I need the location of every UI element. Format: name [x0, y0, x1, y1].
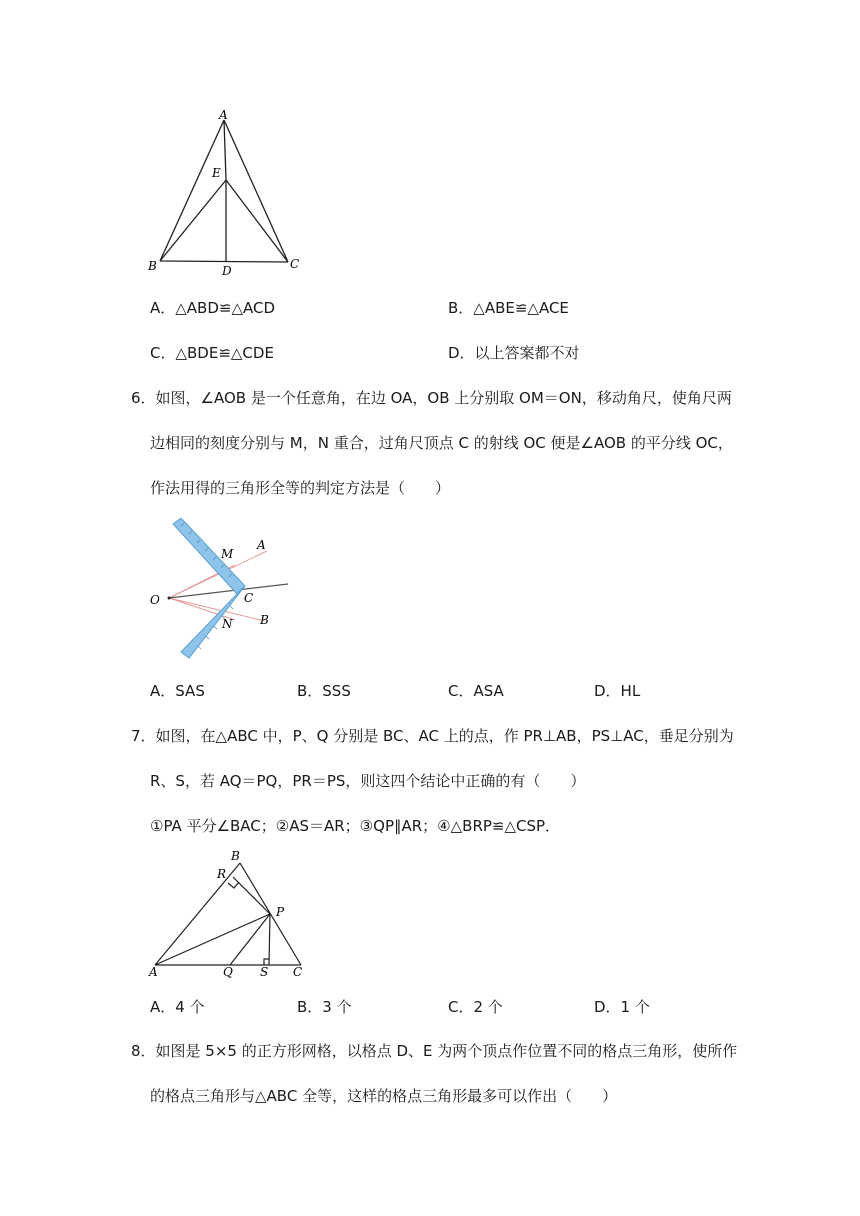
q7-stem-line-3: ①PA 平分∠BAC；②AS＝AR；③QP∥AR；④△BRP≌△CSP． — [150, 817, 561, 835]
q7-stem-line-1: 7．如图，在△ABC 中，P、Q 分别是 BC、AC 上的点，作 PR⊥AB，PS⊥AC，垂足分别为 — [131, 727, 734, 745]
q6-label-n: N — [222, 617, 233, 631]
q6-option-c[interactable]: C．ASA — [448, 682, 504, 700]
q5-label-b: B — [148, 259, 157, 273]
q6-label-a: A — [257, 538, 266, 552]
q7-label-b: B — [231, 849, 240, 863]
q5-label-c: C — [290, 257, 300, 271]
q5-label-d: D — [222, 264, 232, 278]
q6-figure — [145, 518, 290, 663]
q7-option-a[interactable]: A．4 个 — [150, 998, 205, 1016]
q6-label-b: B — [260, 613, 269, 627]
q6-label-o: O — [150, 593, 160, 607]
q5-option-c[interactable]: C．△BDE≌△CDE — [150, 344, 274, 362]
q7-figure — [145, 848, 310, 980]
q7-stem-line-2: R、S，若 AQ＝PQ，PR＝PS，则这四个结论中正确的有（ ） — [150, 772, 586, 790]
q5-label-a: A — [219, 108, 228, 122]
q5-option-b[interactable]: B．△ABE≌△ACE — [448, 299, 569, 317]
q5-option-d[interactable]: D．以上答案都不对 — [448, 344, 580, 362]
q7-label-p: P — [276, 905, 285, 919]
q7-label-r: R — [217, 867, 227, 881]
q6-stem-line-2: 边相同的刻度分别与 M，N 重合，过角尺顶点 C 的射线 OC 便是∠AOB 的平分线 OC， — [150, 434, 733, 452]
q7-option-b[interactable]: B．3 个 — [297, 998, 352, 1016]
q7-label-q: Q — [223, 965, 233, 979]
q6-label-m: M — [221, 547, 234, 561]
q7-label-c: C — [293, 965, 303, 979]
q7-label-a: A — [149, 965, 158, 979]
q6-option-a[interactable]: A．SAS — [150, 682, 205, 700]
q5-label-e: E — [212, 166, 221, 180]
q8-stem-line-2: 的格点三角形与△ABC 全等，这样的格点三角形最多可以作出（ ） — [150, 1087, 618, 1105]
q6-stem-line-1: 6．如图，∠AOB 是一个任意角，在边 OA，OB 上分别取 OM＝ON，移动角尺，使角尺两 — [131, 389, 732, 407]
q7-option-c[interactable]: C．2 个 — [448, 998, 503, 1016]
q6-label-c: C — [244, 591, 254, 605]
q5-figure — [140, 105, 310, 280]
q7-label-s: S — [260, 965, 269, 979]
q6-option-d[interactable]: D．HL — [594, 682, 641, 700]
q5-option-a[interactable]: A．△ABD≌△ACD — [150, 299, 276, 317]
ruler-icon — [173, 518, 245, 658]
q6-option-b[interactable]: B．SSS — [297, 682, 351, 700]
q8-stem-line-1: 8．如图是 5×5 的正方形网格，以格点 D、E 为两个顶点作位置不同的格点三角形，使所作 — [131, 1042, 738, 1060]
q7-option-d[interactable]: D．1 个 — [594, 998, 650, 1016]
q6-stem-line-3: 作法用得的三角形全等的判定方法是（ ） — [150, 479, 451, 497]
